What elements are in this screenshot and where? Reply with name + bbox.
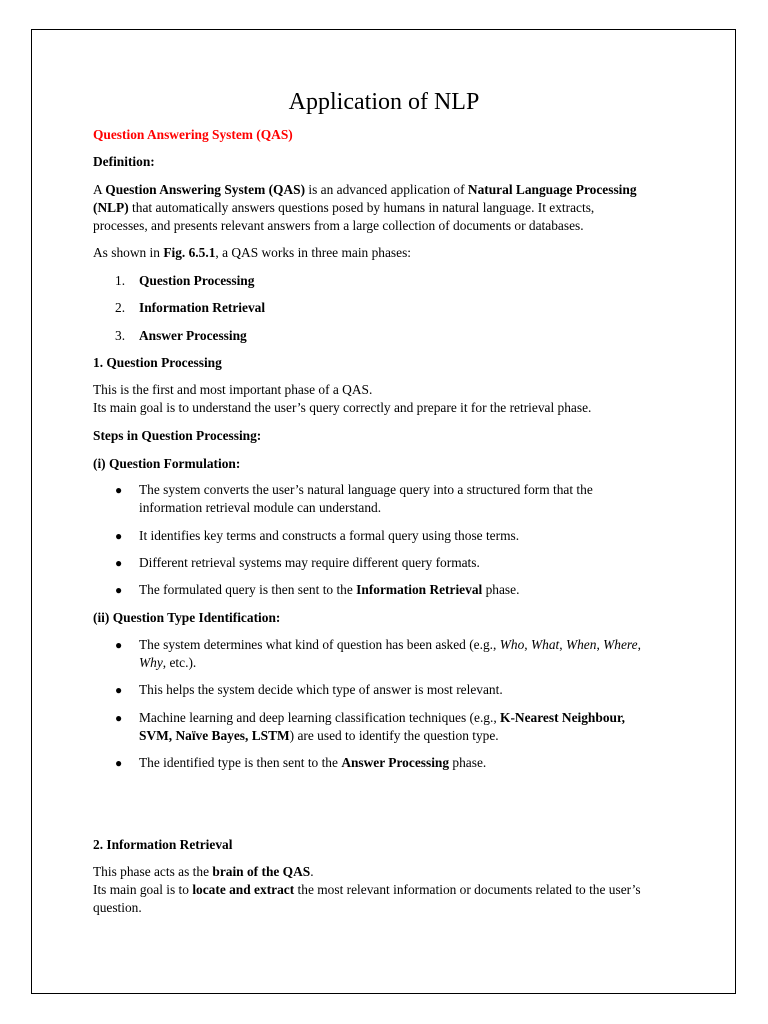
phase-list-item: 3. Answer Processing [115, 328, 247, 343]
steps-heading: Steps in Question Processing: [93, 428, 262, 443]
bullet-icon: ● [115, 638, 123, 652]
bullet-icon: ● [115, 683, 123, 697]
list-item: ● The formulated query is then sent to the Information Retrieval phase. [115, 582, 520, 597]
bullet-icon: ● [115, 583, 123, 597]
bullet-icon: ● [115, 556, 123, 570]
list-item: ● The system determines what kind of question has been asked (e.g., Who, What, When, Where, Why, etc.). [115, 637, 641, 670]
qf-heading: (i) Question Formulation: [93, 456, 241, 471]
list-item: ● Machine learning and deep learning classification techniques (e.g., K-Nearest Neighbour, SVM, Naïve Bayes, LSTM) are used to identify the question type. [115, 710, 626, 743]
list-item: ● Different retrieval systems may require different query formats. [115, 555, 480, 570]
page-title: Application of NLP [288, 89, 480, 115]
list-item: ● The system converts the user’s natural language query into a structured form that the information retrieval module can understand. [115, 482, 593, 515]
phase-list-item: 1. Question Processing [115, 273, 255, 288]
definition-paragraph: A Question Answering System (QAS) is an advanced application of Natural Language Processing (NLP) that automatically answers questions posed by humans in natural language. It extracts, processes, and presents relevant answers from a large collection of documents or databases. [93, 182, 637, 233]
phase-list-item: 2. Information Retrieval [115, 300, 266, 315]
bullet-icon: ● [115, 529, 123, 543]
list-item: ● The identified type is then sent to the Answer Processing phase. [115, 755, 487, 770]
bullet-icon: ● [115, 711, 123, 725]
list-item: ● It identifies key terms and constructs a formal query using those terms. [115, 528, 520, 543]
section-heading: Question Answering System (QAS) [93, 127, 293, 142]
qp-intro: This is the first and most important phase of a QAS. Its main goal is to understand the user’s query correctly and prepare it for the retrieval phase. [93, 382, 592, 415]
qp-heading: 1. Question Processing [93, 355, 222, 370]
ir-heading: 2. Information Retrieval [93, 837, 233, 852]
bullet-icon: ● [115, 483, 123, 497]
qt-heading: (ii) Question Type Identification: [93, 610, 281, 625]
list-item: ● This helps the system decide which type of answer is most relevant. [115, 682, 503, 697]
bullet-icon: ● [115, 756, 123, 770]
fig-reference-line: As shown in Fig. 6.5.1, a QAS works in three main phases: [93, 245, 412, 260]
definition-label: Definition: [93, 154, 155, 169]
ir-paragraph: This phase acts as the brain of the QAS. Its main goal is to locate and extract the most relevant information or documents related to the user’s question. [93, 864, 641, 915]
